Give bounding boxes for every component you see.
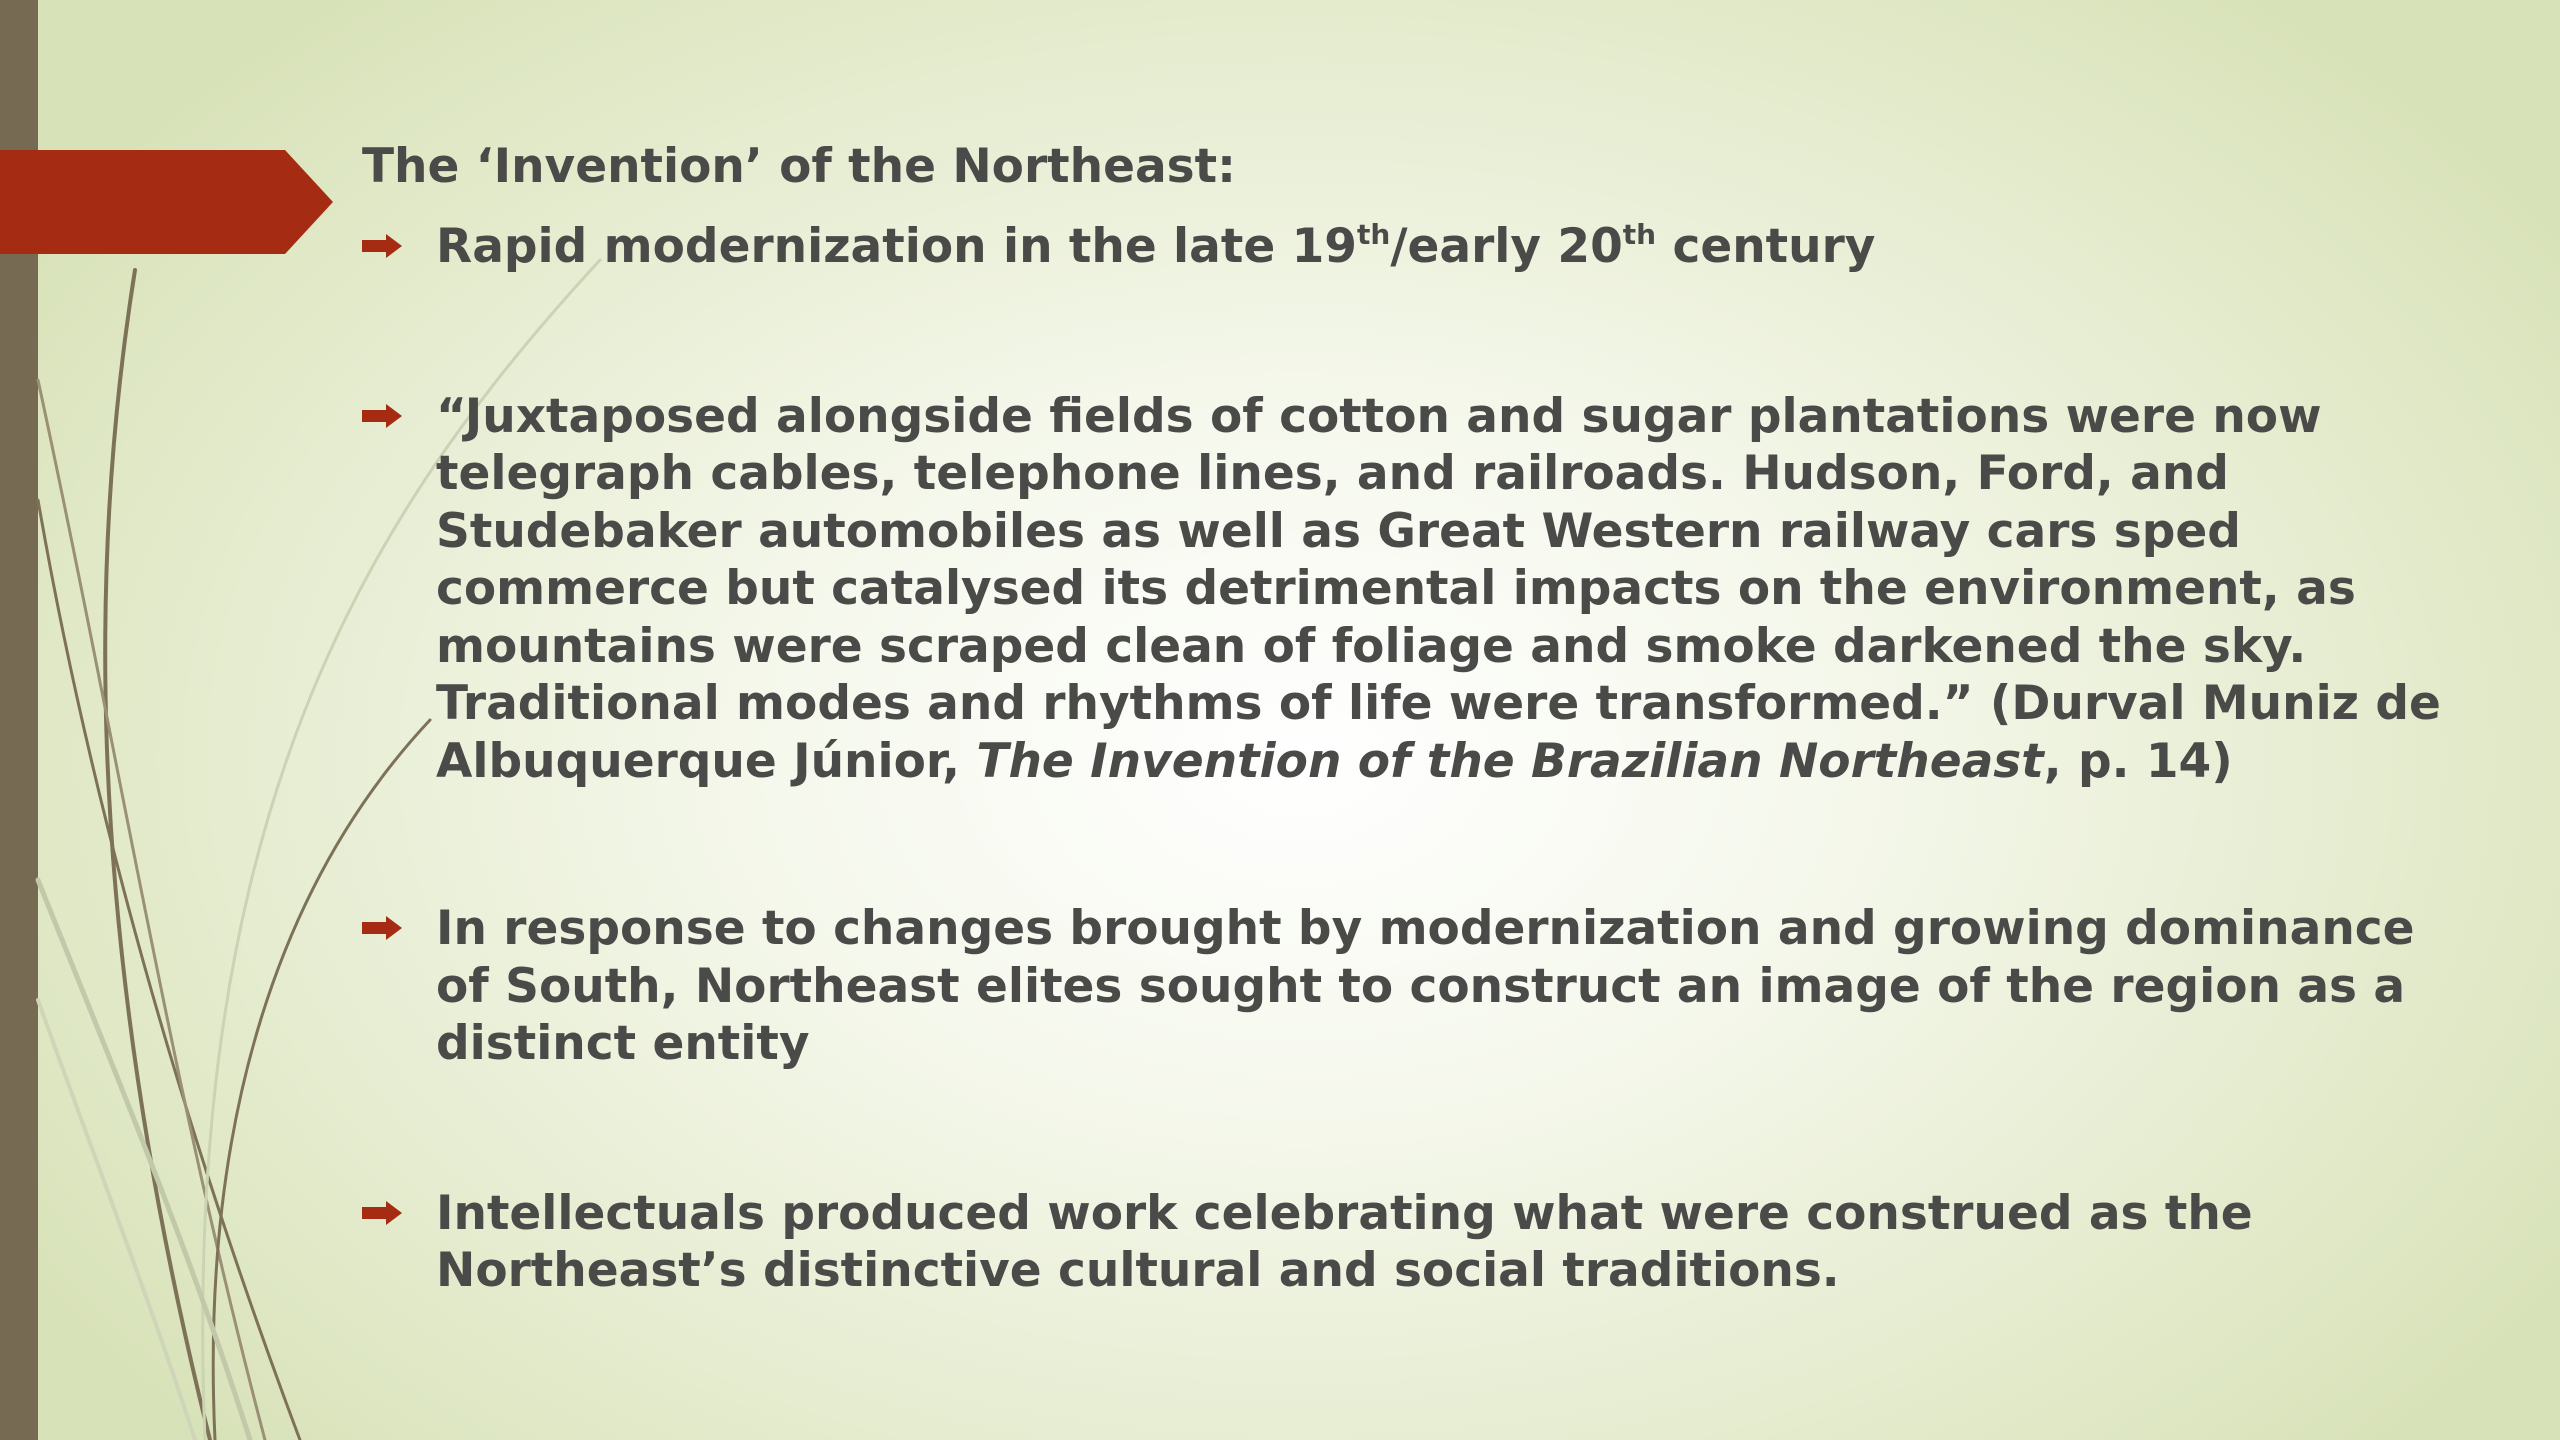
- decor-curve-3: [38, 380, 265, 1440]
- bullet-text: In response to changes brought by modernization and growing dominance of South, Northeast elites sought to construct an image of the region as a distinct entity: [436, 901, 2415, 1071]
- left-sidebar-bar: [0, 0, 38, 1440]
- bullet-text-part: century: [1656, 219, 1876, 274]
- right-arrow-bullet-icon: [362, 916, 402, 940]
- decor-curve-6: [38, 880, 250, 1440]
- slide-title: The ‘Invention’ of the Northeast:: [362, 139, 1236, 194]
- bullet-text-part: Rapid modernization in the late 19: [436, 219, 1357, 274]
- bullet-text-part: /early 20: [1390, 219, 1623, 274]
- slide-content: [362, 136, 2462, 1300]
- book-title: The Invention of the Brazilian Northeast: [976, 733, 2044, 789]
- right-arrow-bullet-icon: [362, 404, 402, 428]
- quote-text: “Juxtaposed alongside fields of cotton and sugar plantations were now telegraph cables, telephone lines, and railroads. Hudson, Ford, and Studebaker automobiles as well as Great Western railway cars sped commerce but catalysed its detrimental impacts on the environment, as mountains were scraped clean of foliage and smoke darkened the sky. Traditional modes and rhythms of life were transformed.” (Durval Muniz de Albuquerque Júnior,: [436, 388, 2441, 789]
- decor-curve-2: [38, 500, 300, 1440]
- bullet-item-quote: [362, 388, 2462, 791]
- citation-page: , p. 14): [2043, 733, 2233, 789]
- title-accent-tab: [0, 150, 333, 254]
- decor-curve-7: [38, 1000, 195, 1440]
- superscript-th: th: [1357, 218, 1391, 251]
- superscript-th: th: [1622, 218, 1657, 251]
- right-arrow-bullet-icon: [362, 234, 402, 258]
- bullet-item-intellectuals: [362, 1185, 2462, 1300]
- decor-curve-1: [105, 270, 210, 1440]
- bullet-item-elites: [362, 900, 2462, 1073]
- bullet-item-modernization: [362, 218, 2462, 276]
- right-arrow-bullet-icon: [362, 1201, 402, 1225]
- bullet-text: Intellectuals produced work celebrating what were construed as the Northeast’s distinctive cultural and social traditions.: [436, 1185, 2253, 1298]
